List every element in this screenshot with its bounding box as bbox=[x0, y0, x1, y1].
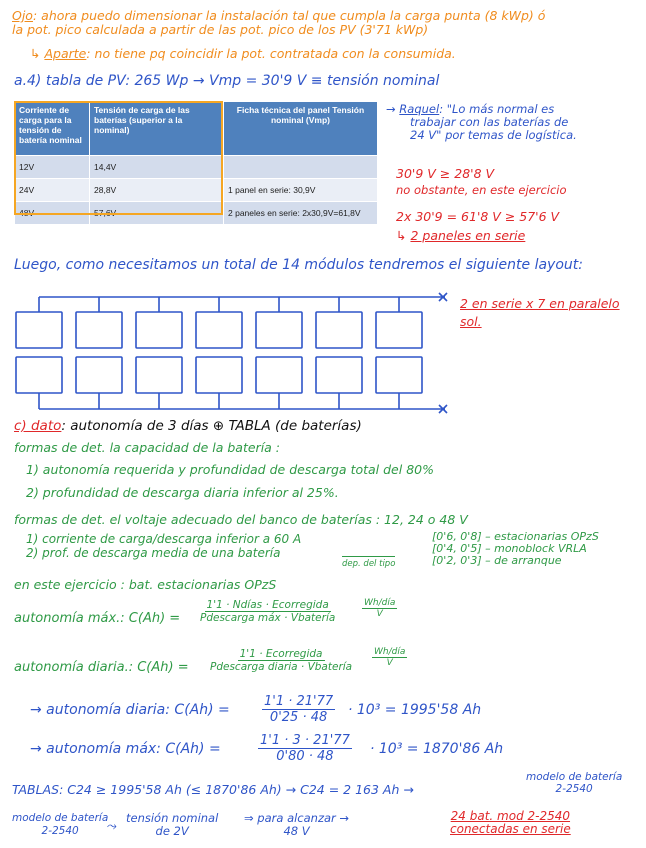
table-header: Ficha técnica del panel Tensión nominal (Vmp) bbox=[224, 102, 378, 156]
para-alcanzar bbox=[244, 812, 349, 838]
tipo-list bbox=[432, 531, 599, 567]
fraction-denominator: Pdescarga diaria · Vbatería bbox=[210, 661, 353, 673]
pv-module bbox=[316, 312, 362, 348]
fraction-denominator: Pdescarga máx · Vbatería bbox=[200, 612, 336, 624]
pv-module bbox=[16, 312, 62, 348]
pv-module bbox=[196, 357, 242, 393]
pv-module bbox=[256, 312, 302, 348]
tablas-result bbox=[450, 810, 571, 836]
dep-tipo: dep. del tipo bbox=[342, 556, 395, 572]
table-cell: 2 paneles en serie: 2x30,9V=61,8V bbox=[224, 202, 378, 225]
formula-unit bbox=[362, 598, 397, 619]
result-value: · 10³ = 1870'86 Ah bbox=[370, 741, 504, 757]
alcanzar-label: ⇒ para alcanzar → bbox=[244, 811, 350, 825]
raquel-quote: 24 V" por temas de logística. bbox=[410, 128, 577, 142]
table-cell: 57,6V bbox=[90, 202, 224, 225]
pv-module bbox=[76, 312, 122, 348]
fraction-numerator: 1'1 · Ecorregida bbox=[239, 648, 323, 660]
layout-note-sol bbox=[460, 314, 482, 329]
arrow-icon: ↳ bbox=[30, 46, 45, 61]
tipo-item: [0'4, 0'5] – monoblock VRLA bbox=[432, 542, 587, 555]
aparte-label: Aparte bbox=[44, 46, 87, 61]
alcanzar-value: 48 V bbox=[283, 824, 310, 838]
tipo-item: [0'6, 0'8] – estacionarias OPzS bbox=[432, 530, 599, 543]
tension-label: tensión nominal bbox=[126, 811, 219, 825]
formula-fraction bbox=[210, 648, 352, 673]
result-line1: 24 bat. mod 2-2540 bbox=[450, 809, 571, 823]
pv-module bbox=[316, 357, 362, 393]
voltaje-item: 1) corriente de carga/descarga inferior a 60 A bbox=[26, 532, 302, 546]
pv-module bbox=[376, 357, 422, 393]
raquel-quote: : "Lo más normal es bbox=[439, 102, 555, 116]
ojo-line1: : ahora puedo dimensionar la instalación tal que cumpla la carga punta (8 kWp) ó bbox=[32, 8, 546, 23]
modelo-value: 2-2540 bbox=[41, 825, 79, 837]
table-header: Corriente de carga para la tensión de batería nominal bbox=[15, 102, 90, 156]
layout-note bbox=[460, 296, 620, 311]
capacidad-item: 1) autonomía requerida y profundidad de descarga total del 80% bbox=[26, 462, 434, 477]
aparte-text: : no tiene pq coincidir la pot. contratada con la consumida. bbox=[86, 46, 456, 61]
formula-autonomia-diaria: autonomía diaria.: C(Ah) = bbox=[14, 660, 189, 675]
raquel-condition: no obstante, en este ejercicio bbox=[396, 183, 567, 197]
modelo-value: 2-2540 bbox=[555, 783, 593, 795]
formula-autonomia-max: autonomía máx.: C(Ah) = bbox=[14, 611, 181, 626]
raquel-result-text: 2 paneles en serie bbox=[410, 228, 526, 243]
modelo-bateria-a bbox=[526, 771, 622, 795]
table-cell: 12V bbox=[15, 156, 90, 179]
result-line2: conectadas en serie bbox=[450, 822, 571, 836]
pv-module bbox=[376, 312, 422, 348]
raquel-name: Raquel bbox=[399, 102, 440, 116]
arrow-icon: → bbox=[386, 102, 400, 116]
section-c-dato bbox=[14, 419, 362, 434]
fraction-numerator: 1'1 · 3 · 21'77 bbox=[260, 733, 350, 748]
dato-label: c) dato bbox=[14, 418, 62, 434]
tipo-item: [0'2, 0'3] – de arranque bbox=[432, 554, 562, 567]
table-cell: 28,8V bbox=[90, 179, 224, 202]
arrow-icon: ↳ bbox=[396, 228, 411, 243]
table-cell: 1 panel en serie: 30,9V bbox=[224, 179, 378, 202]
table-header: Tensión de carga de las baterías (superior a la nominal) bbox=[90, 102, 224, 156]
result-fraction bbox=[258, 733, 352, 764]
layout-note-line1: 2 en serie x 7 en paralelo bbox=[460, 296, 620, 311]
pv-module bbox=[76, 357, 122, 393]
ojo-label: Ojo bbox=[12, 8, 33, 23]
voltaje-item: 2) prof. de descarga media de una batería bbox=[26, 546, 281, 560]
modelo-label: modelo de batería bbox=[12, 812, 109, 824]
fraction-numerator: 1'1 · Ndías · Ecorregida bbox=[206, 599, 329, 611]
pv-module bbox=[136, 357, 182, 393]
tension-value: de 2V bbox=[155, 824, 189, 838]
fraction-numerator: 1'1 · 21'77 bbox=[264, 694, 334, 709]
result-value: · 10³ = 1995'58 Ah bbox=[348, 702, 482, 718]
fraction-denominator: 0'25 · 48 bbox=[269, 710, 328, 725]
voltaje-title: formas de det. el voltaje adecuado del banco de baterías : 12, 24 o 48 V bbox=[14, 512, 468, 527]
formula-fraction bbox=[200, 599, 335, 624]
unit-denominator: V bbox=[376, 609, 383, 619]
layout-note-line2: sol. bbox=[460, 314, 482, 329]
result-autonomia-diaria: → autonomía diaria: C(Ah) = bbox=[30, 702, 230, 718]
table-cell: 24V bbox=[15, 179, 90, 202]
pv-module bbox=[256, 357, 302, 393]
raquel-condition: 30'9 V ≥ 28'8 V bbox=[396, 166, 495, 181]
table-cell: 48V bbox=[15, 202, 90, 225]
fraction-denominator: 0'80 · 48 bbox=[276, 749, 334, 764]
layout-line: Luego, como necesitamos un total de 14 módulos tendremos el siguiente layout: bbox=[14, 257, 583, 273]
raquel-quote: trabajar con las baterías de bbox=[410, 115, 569, 129]
table-cell: 14,4V bbox=[90, 156, 224, 179]
capacidad-title: formas de det. la capacidad de la batería : bbox=[14, 440, 281, 455]
unit-numerator: Wh/día bbox=[364, 598, 396, 608]
tilde-arrow: ⤳ bbox=[106, 818, 117, 833]
raquel-condition: 2x 30'9 = 61'8 V ≥ 57'6 V bbox=[396, 209, 560, 224]
tablas-line: TABLAS: C24 ≥ 1995'58 Ah (≤ 1870'86 Ah) → C24 = 2 163 Ah → bbox=[12, 782, 414, 797]
modelo-label: modelo de batería bbox=[526, 771, 623, 783]
a4-heading: a.4) tabla de PV: 265 Wp → Vmp = 30'9 V ≡ tensión nominal bbox=[14, 73, 440, 89]
unit-numerator: Wh/día bbox=[374, 647, 406, 657]
result-fraction bbox=[262, 694, 335, 725]
pv-modules bbox=[16, 293, 447, 413]
unit-denominator: V bbox=[386, 658, 393, 668]
formula-unit bbox=[372, 647, 407, 668]
capacidad-item: 2) profundidad de descarga diaria inferior al 25%. bbox=[26, 485, 339, 500]
result-autonomia-max: → autonomía máx: C(Ah) = bbox=[30, 741, 221, 757]
pv-module bbox=[16, 357, 62, 393]
tension-nominal bbox=[126, 812, 218, 838]
ojo-line2: la pot. pico calculada a partir de las pot. pico de los PV (3'71 kWp) bbox=[12, 22, 429, 37]
pv-module bbox=[136, 312, 182, 348]
modelo-bateria-b bbox=[12, 812, 108, 838]
dato-text: : autonomía de 3 días ⊕ TABLA (de baterías) bbox=[61, 418, 362, 434]
pv-module bbox=[196, 312, 242, 348]
ejercicio-line: en este ejercicio : bat. estacionarias OPzS bbox=[14, 577, 277, 592]
